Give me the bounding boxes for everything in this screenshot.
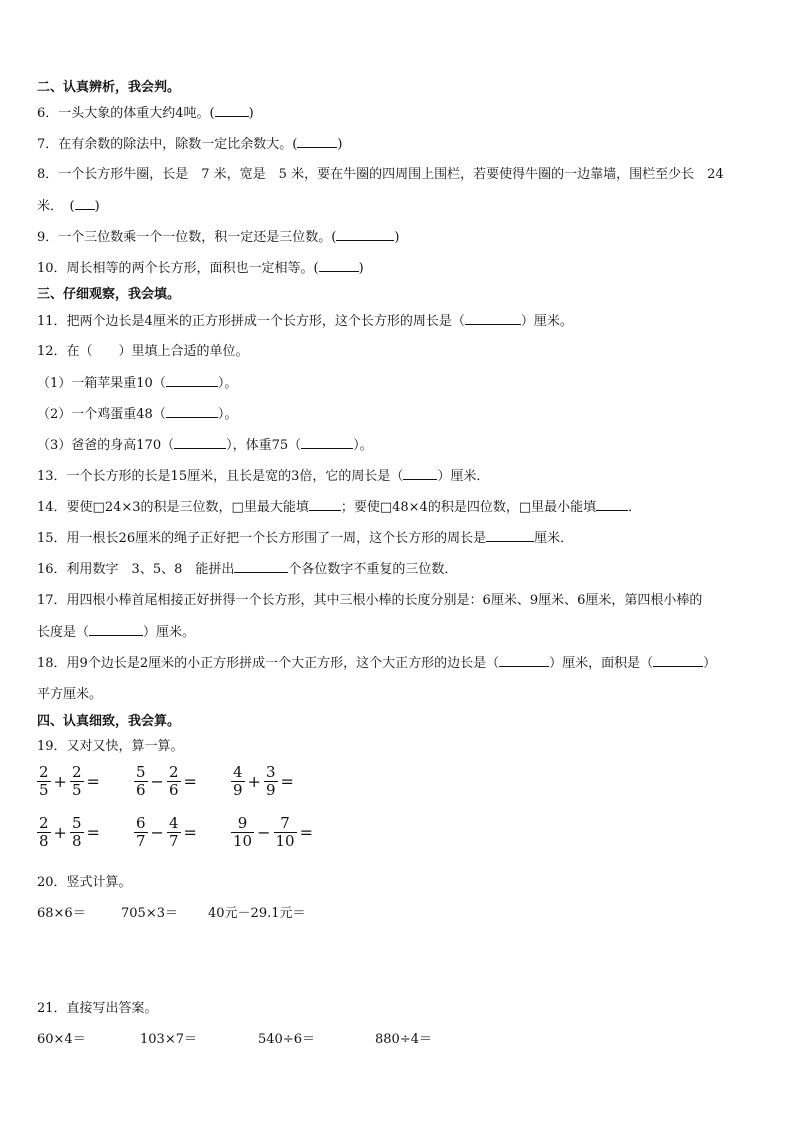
question-12-item3: （3）爸爸的身高170（ ），体重75（ ）。 bbox=[37, 438, 373, 453]
question-6: 6．一头大象的体重大约4吨。( ) bbox=[37, 106, 254, 121]
fraction-expression: $\frac{2}{5}$ + $\frac{2}{5}$ = bbox=[39, 763, 100, 799]
fraction: $\frac{2}{5}$ bbox=[71, 763, 82, 799]
answer-blank[interactable] bbox=[234, 560, 288, 573]
answer-blank[interactable] bbox=[336, 228, 394, 241]
fraction: $\frac{4}{7}$ bbox=[168, 814, 179, 850]
fraction: $\frac{9}{10}$ bbox=[233, 814, 253, 850]
answer-blank[interactable] bbox=[297, 135, 337, 148]
question-21-title: 21．直接写出答案。 bbox=[37, 1001, 158, 1016]
question-14: 14．要使□24×3的积是三位数，□里最大能填 ；要使□48×4的积是四位数，□里最小能填 ． bbox=[37, 500, 642, 515]
question-9: 9．一个三位数乘一个一位数，积一定还是三位数。( ) bbox=[37, 230, 400, 245]
question-13: 13．一个长方形的长是15厘米，且长是宽的3倍，它的周长是（ ）厘米． bbox=[37, 469, 490, 484]
answer-blank[interactable] bbox=[596, 498, 628, 511]
question-12-title: 12．在（ ）里填上合适的单位。 bbox=[37, 344, 249, 359]
fraction: $\frac{3}{9}$ bbox=[265, 763, 276, 799]
question-17-line1: 17．用四根小棒首尾相接正好拼得一个长方形，其中三根小棒的长度分别是：6厘米、9厘米、6厘米，第四根小棒的 bbox=[37, 593, 703, 608]
question-20-title: 20．竖式计算。 bbox=[37, 875, 132, 890]
fraction-expression: $\frac{2}{8}$ + $\frac{5}{8}$ = bbox=[39, 814, 100, 850]
question-10: 10．周长相等的两个长方形，面积也一定相等。( ) bbox=[37, 261, 364, 276]
question-7: 7．在有余数的除法中，除数一定比余数大。( ) bbox=[37, 137, 343, 152]
fraction: $\frac{5}{6}$ bbox=[136, 763, 146, 799]
calc-item: 60×4＝ bbox=[37, 1032, 86, 1047]
fraction-row-2 bbox=[37, 815, 342, 850]
answer-blank[interactable] bbox=[75, 197, 95, 210]
section4-heading: 四、认真细致，我会算。 bbox=[37, 714, 181, 729]
section2-heading: 二、认真辨析，我会判。 bbox=[37, 80, 181, 95]
answer-blank[interactable] bbox=[215, 104, 249, 117]
answer-blank[interactable] bbox=[174, 436, 226, 449]
calc-item: 103×7＝ bbox=[140, 1032, 197, 1047]
calc-item: 68×6＝ bbox=[37, 906, 86, 921]
calc-item: 880÷4＝ bbox=[375, 1032, 432, 1047]
fraction: $\frac{2}{8}$ bbox=[39, 814, 49, 850]
fraction: $\frac{7}{10}$ bbox=[275, 814, 295, 850]
answer-blank[interactable] bbox=[499, 654, 549, 667]
question-11: 11．把两个边长是4厘米的正方形拼成一个长方形，这个长方形的周长是（ ）厘米。 bbox=[37, 314, 573, 329]
answer-blank[interactable] bbox=[653, 654, 703, 667]
question-18-line2: 平方厘米。 bbox=[37, 687, 103, 702]
section3-heading: 三、仔细观察，我会填。 bbox=[37, 287, 181, 302]
answer-blank[interactable] bbox=[486, 529, 534, 542]
answer-blank[interactable] bbox=[89, 623, 143, 636]
question-8-line2: 米． ( ) bbox=[37, 199, 100, 214]
calc-item: 705×3＝ bbox=[121, 906, 178, 921]
answer-blank[interactable] bbox=[403, 467, 437, 480]
question-17-line2: 长度是（ ）厘米。 bbox=[37, 625, 196, 640]
question-15: 15．用一根长26厘米的绳子正好把一个长方形围了一周，这个长方形的周长是 厘米． bbox=[37, 531, 574, 546]
fraction: $\frac{2}{5}$ bbox=[39, 763, 49, 799]
answer-blank[interactable] bbox=[166, 374, 218, 387]
fraction-row-1 bbox=[37, 764, 323, 799]
answer-blank[interactable] bbox=[465, 312, 521, 325]
fraction: $\frac{5}{8}$ bbox=[71, 814, 82, 850]
answer-blank[interactable] bbox=[301, 436, 353, 449]
calc-item: 540÷6＝ bbox=[258, 1032, 315, 1047]
fraction: $\frac{6}{7}$ bbox=[136, 814, 146, 850]
question-12-item1: （1）一箱苹果重10（ ）。 bbox=[37, 376, 238, 391]
fraction-expression: $\frac{9}{10}$ − $\frac{7}{10}$ = bbox=[233, 814, 313, 850]
question-16: 16．利用数字 3、5、8 能拼出 个各位数字不重复的三位数． bbox=[37, 562, 458, 577]
answer-blank[interactable] bbox=[319, 259, 359, 272]
question-19-title: 19．又对又快，算一算。 bbox=[37, 739, 184, 754]
question-8-line1: 8．一个长方形牛圈，长是 7 米，宽是 5 米，要在牛圈的四周围上围栏，若要使得牛圈的一边靠墙，围栏至少长 24 bbox=[37, 167, 724, 182]
calc-item: 40元－29.1元＝ bbox=[208, 906, 306, 921]
answer-blank[interactable] bbox=[166, 405, 218, 418]
fraction-expression: $\frac{4}{9}$ + $\frac{3}{9}$ = bbox=[233, 763, 294, 799]
fraction-expression: $\frac{5}{6}$ − $\frac{2}{6}$ = bbox=[136, 763, 197, 799]
fraction: $\frac{2}{6}$ bbox=[168, 763, 179, 799]
question-12-item2: （2）一个鸡蛋重48（ ）。 bbox=[37, 407, 238, 422]
fraction: $\frac{4}{9}$ bbox=[233, 763, 243, 799]
question-18-line1: 18．用9个边长是2厘米的小正方形拼成一个大正方形，这个大正方形的边长是（ ）厘米，面积是（ ） bbox=[37, 656, 717, 671]
fraction-expression: $\frac{6}{7}$ − $\frac{4}{7}$ = bbox=[136, 814, 197, 850]
answer-blank[interactable] bbox=[309, 498, 341, 511]
